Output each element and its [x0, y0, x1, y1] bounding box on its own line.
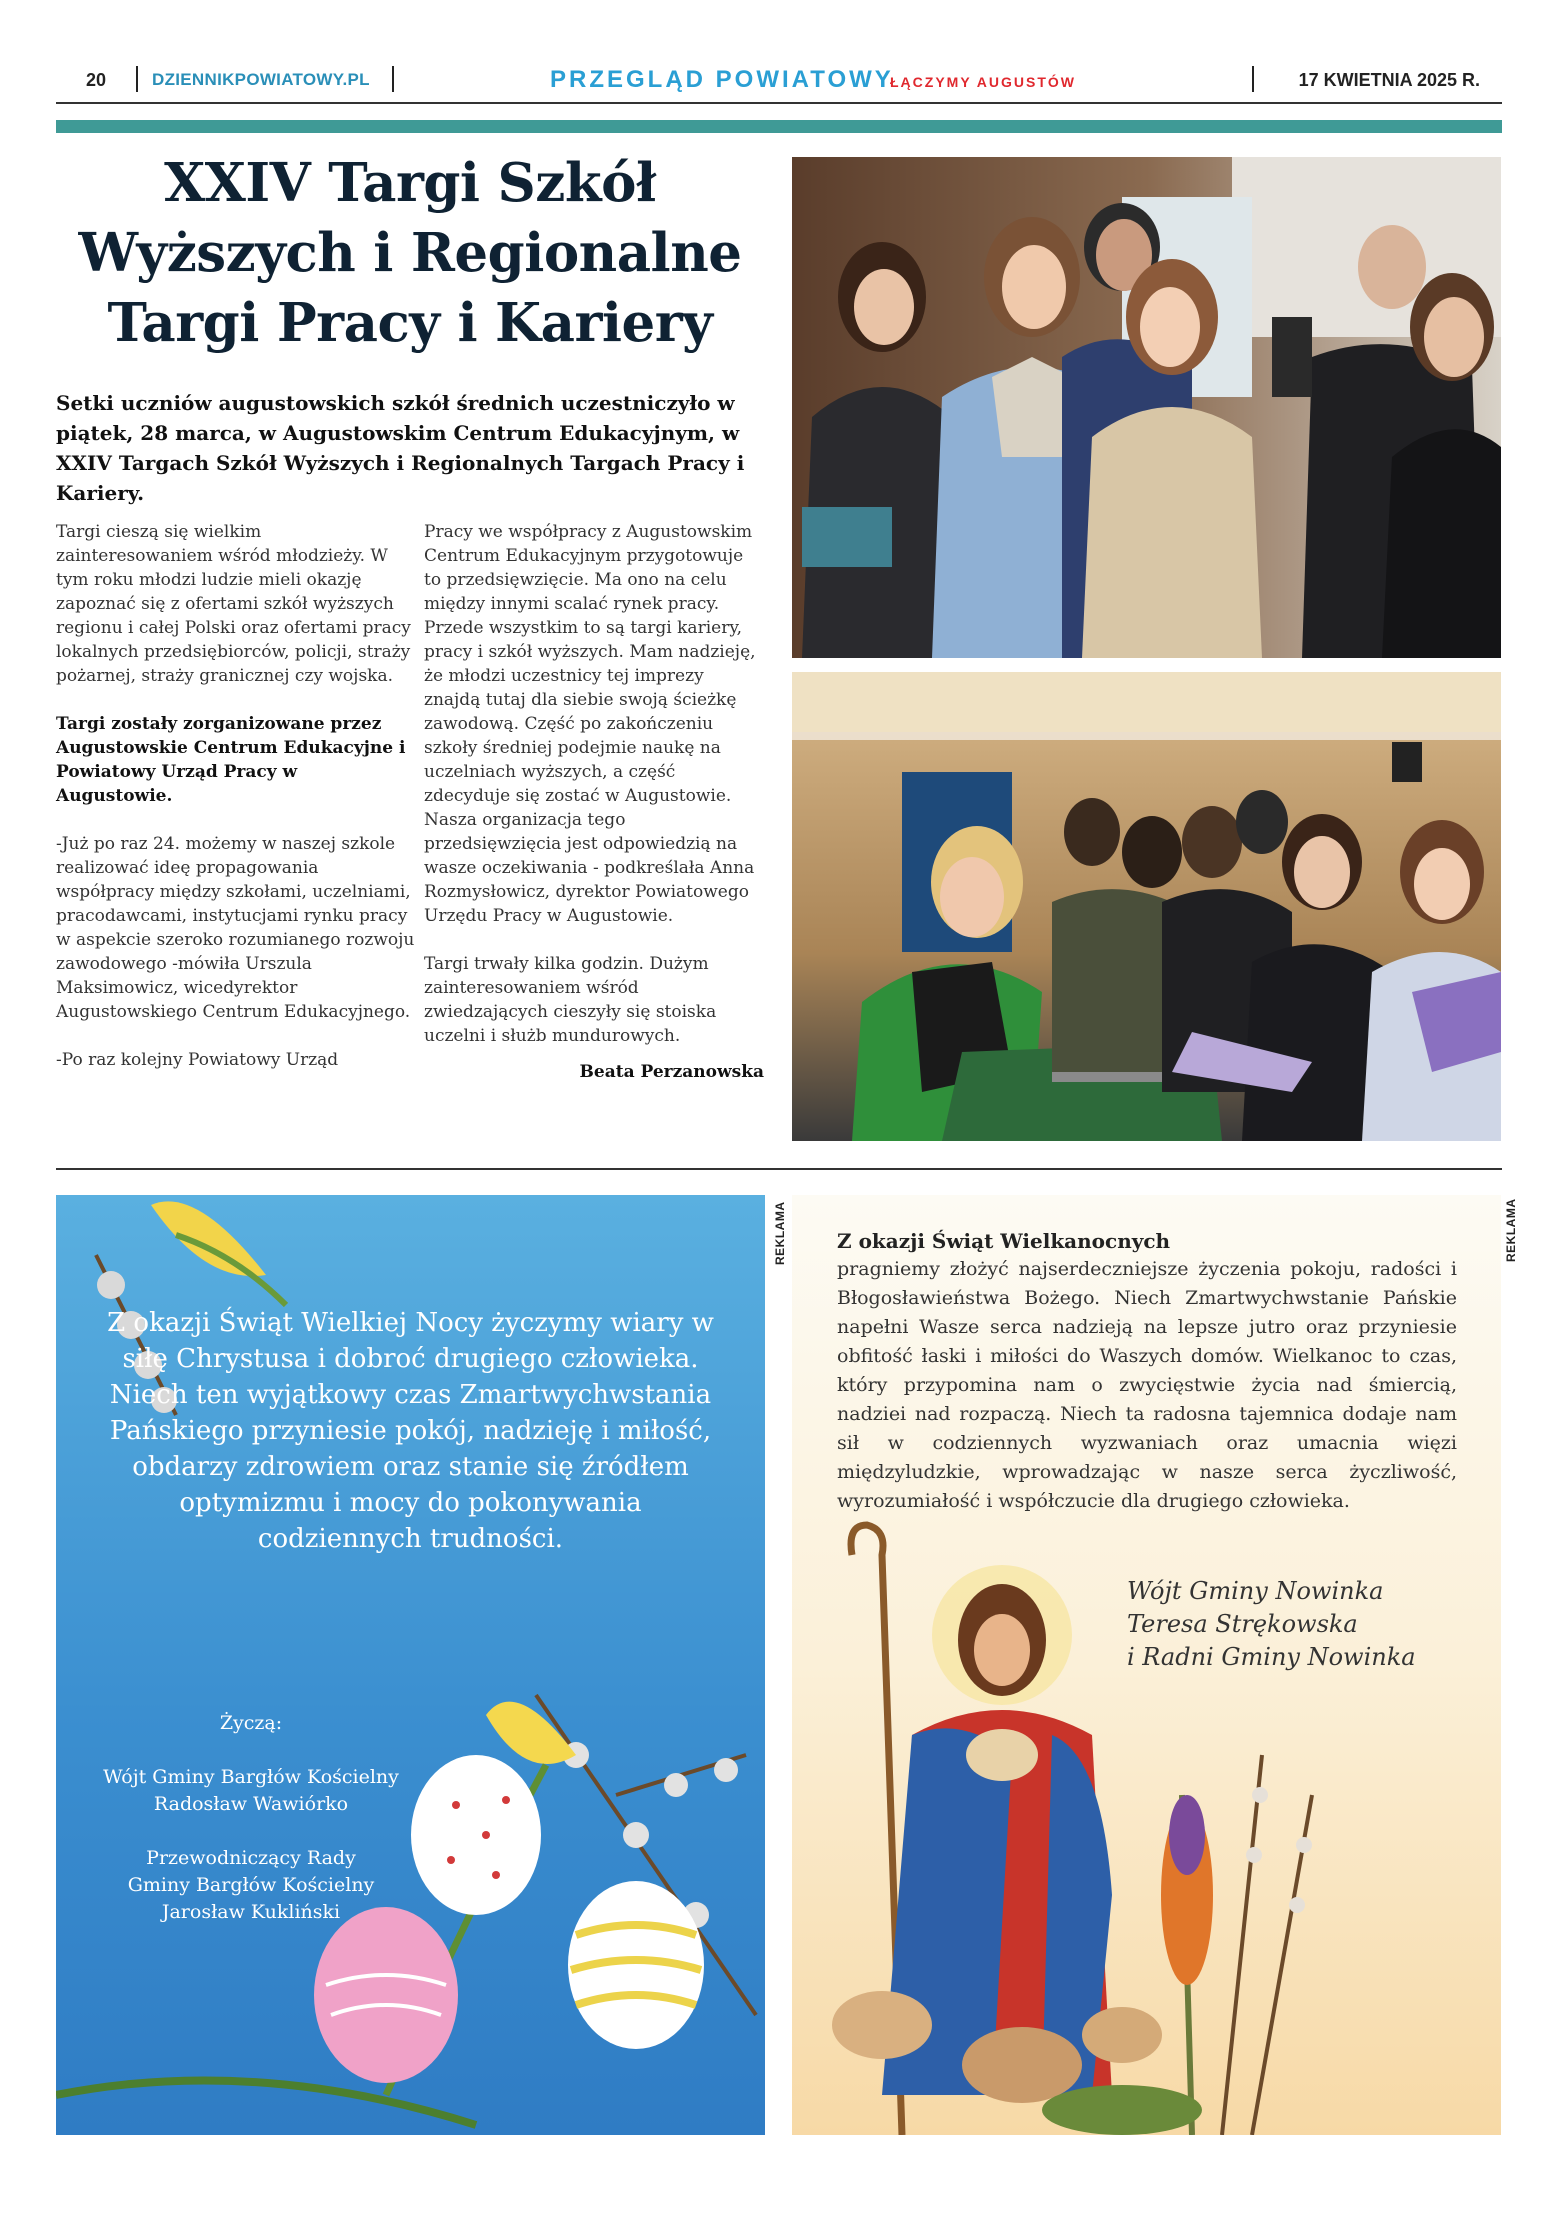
signer-line: Radosław Wawiórko	[153, 1793, 349, 1815]
easter-ad-nowinka	[792, 1195, 1501, 2135]
article-column-1	[56, 520, 416, 1072]
article-column-2	[424, 520, 764, 1084]
article-author: Beata Perzanowska	[579, 1062, 764, 1082]
ad-signature	[1127, 1575, 1416, 1674]
signer-line: Jarosław Kukliński	[161, 1901, 341, 1923]
advert-label: REKLAMA	[1504, 1198, 1518, 1262]
paragraph-bold: Targi zostały zorganizowane przez Augustowskie Centrum Edukacyjne i Powiatowy Urząd Pracy w Augustowie.	[56, 714, 406, 806]
easter-ad-barglow	[56, 1195, 765, 2135]
accent-bar	[56, 120, 1502, 133]
page-number: 20	[86, 70, 107, 90]
header-rule	[56, 102, 1502, 104]
ad-wishes-text: Z okazji Świąt Wielkiej Nocy życzymy wiary w siłę Chrystusa i dobroć drugiego człowieka. Niech ten wyjątkowy czas Zmartwychwstania Pańskiego przyniesie pokój, nadzieję i miłość, obdarzy zdrowiem oraz stanie się źródłem optymizmu i mocy do pokonywania codziennych trudności.	[107, 1308, 714, 1554]
paragraph: Targi cieszą się wielkim zainteresowaniem wśród młodzieży. W tym roku młodzi ludzie mieli okazję zapoznać się z ofertami szkół wyższych regionu i całej Polski oraz ofertami pracy lokalnych przedsiębiorców, policji, straży pożarnej, straży granicznej czy wojska.	[56, 522, 411, 686]
site-link[interactable]: DZIENNIKPOWIATOWY.PL	[152, 70, 370, 89]
header-divider	[1252, 66, 1254, 92]
ad-title: Z okazji Świąt Wielkanocnych	[837, 1229, 1171, 1253]
newspaper-slogan: ŁĄCZYMY AUGUSTÓW	[890, 74, 1076, 90]
signer-line: Przewodniczący Rady	[146, 1847, 356, 1869]
signer-line: Gminy Bargłów Kościelny	[127, 1874, 375, 1896]
section-divider	[56, 1168, 1502, 1170]
article-lead: Setki uczniów augustowskich szkół średnich uczestniczyło w piątek, 28 marca, w Augustowskim Centrum Edukacyjnym, w XXIV Targach Szkół Wyższych i Regionalnych Targach Pracy i Kariery.	[56, 391, 745, 505]
signers-label: Życzą:	[219, 1712, 283, 1734]
paragraph: Pracy we współpracy z Augustowskim Centrum Edukacyjnym przygotowuje to przedsięwzięcie. Ma ono na celu między innymi scalać rynek pracy. Przede wszystkim to są targi kariery, pracy i szkół wyższych. Mam nadzieję, że młodzi uczestnicy tej imprezy znajdą tutaj dla siebie swoją ścieżkę zawodową. Część po zakończeniu szkoły średniej podejmie naukę na uczelniach wyższych, a część zdecyduje się zostać w Augustowie. Nasza organizacja tego przedsięwzięcia jest odpowiedzią na wasze oczekiwania - podkreślała Anna Rozmysłowicz, dyrektor Powiatowego Urzędu Pracy w Augustowie.	[424, 522, 756, 926]
page-header	[56, 64, 1502, 98]
signer-line: Wójt Gminy Bargłów Kościelny	[103, 1766, 399, 1788]
signature-line: Teresa Strękowska	[1127, 1610, 1358, 1638]
fair-stand-photo	[792, 672, 1501, 1141]
paragraph: -Po raz kolejny Powiatowy Urząd	[56, 1050, 339, 1070]
header-divider	[136, 66, 138, 92]
paragraph: Targi trwały kilka godzin. Dużym zainteresowaniem wśród zwiedzających cieszyły się stoiska uczelni i służb mundurowych.	[424, 954, 717, 1046]
fair-visitors-photo	[792, 157, 1501, 658]
ad-signers	[86, 1710, 416, 1926]
ad-body-text: pragniemy złożyć najserdeczniejsze życzenia pokoju, radości i Błogosławieństwa Bożego. Niech Zmartwychwstanie Pańskie napełni Wasze serca nadzieją na lepsze jutro oraz przyniesie obfitość łaski i miłości do Waszych domów. Wielkanoc to czas, który przypomina nam o zwycięstwie życia nad śmiercią, nadziei nad rozpaczą. Niech ta radosna tajemnica dodaje nam sił w codziennych wyzwaniach oraz umacnia więzi międzyludzkie, wprowadzając w nasze serca życzliwość, wyrozumiałość i współczucie dla drugiego człowieka.	[837, 1258, 1457, 1512]
header-divider	[392, 66, 394, 92]
issue-date: 17 KWIETNIA 2025 R.	[1298, 70, 1480, 90]
paragraph: -Już po raz 24. możemy w naszej szkole realizować ideę propagowania współpracy między szkołami, uczelniami, pracodawcami, instytucjami rynku pracy w aspekcie szeroko rozumianego rozwoju zawodowego -mówiła Urszula Maksimowicz, wicedyrektor Augustowskiego Centrum Edukacyjnego.	[56, 834, 415, 1022]
signature-line: Wójt Gminy Nowinka	[1127, 1577, 1384, 1605]
article-headline: XXIV Targi Szkół Wyższych i Regionalne Targi Pracy i Kariery	[78, 152, 742, 354]
newspaper-brand: PRZEGLĄD POWIATOWY	[550, 66, 894, 93]
signature-line: i Radni Gminy Nowinka	[1127, 1643, 1416, 1671]
advert-label: REKLAMA	[773, 1201, 787, 1265]
